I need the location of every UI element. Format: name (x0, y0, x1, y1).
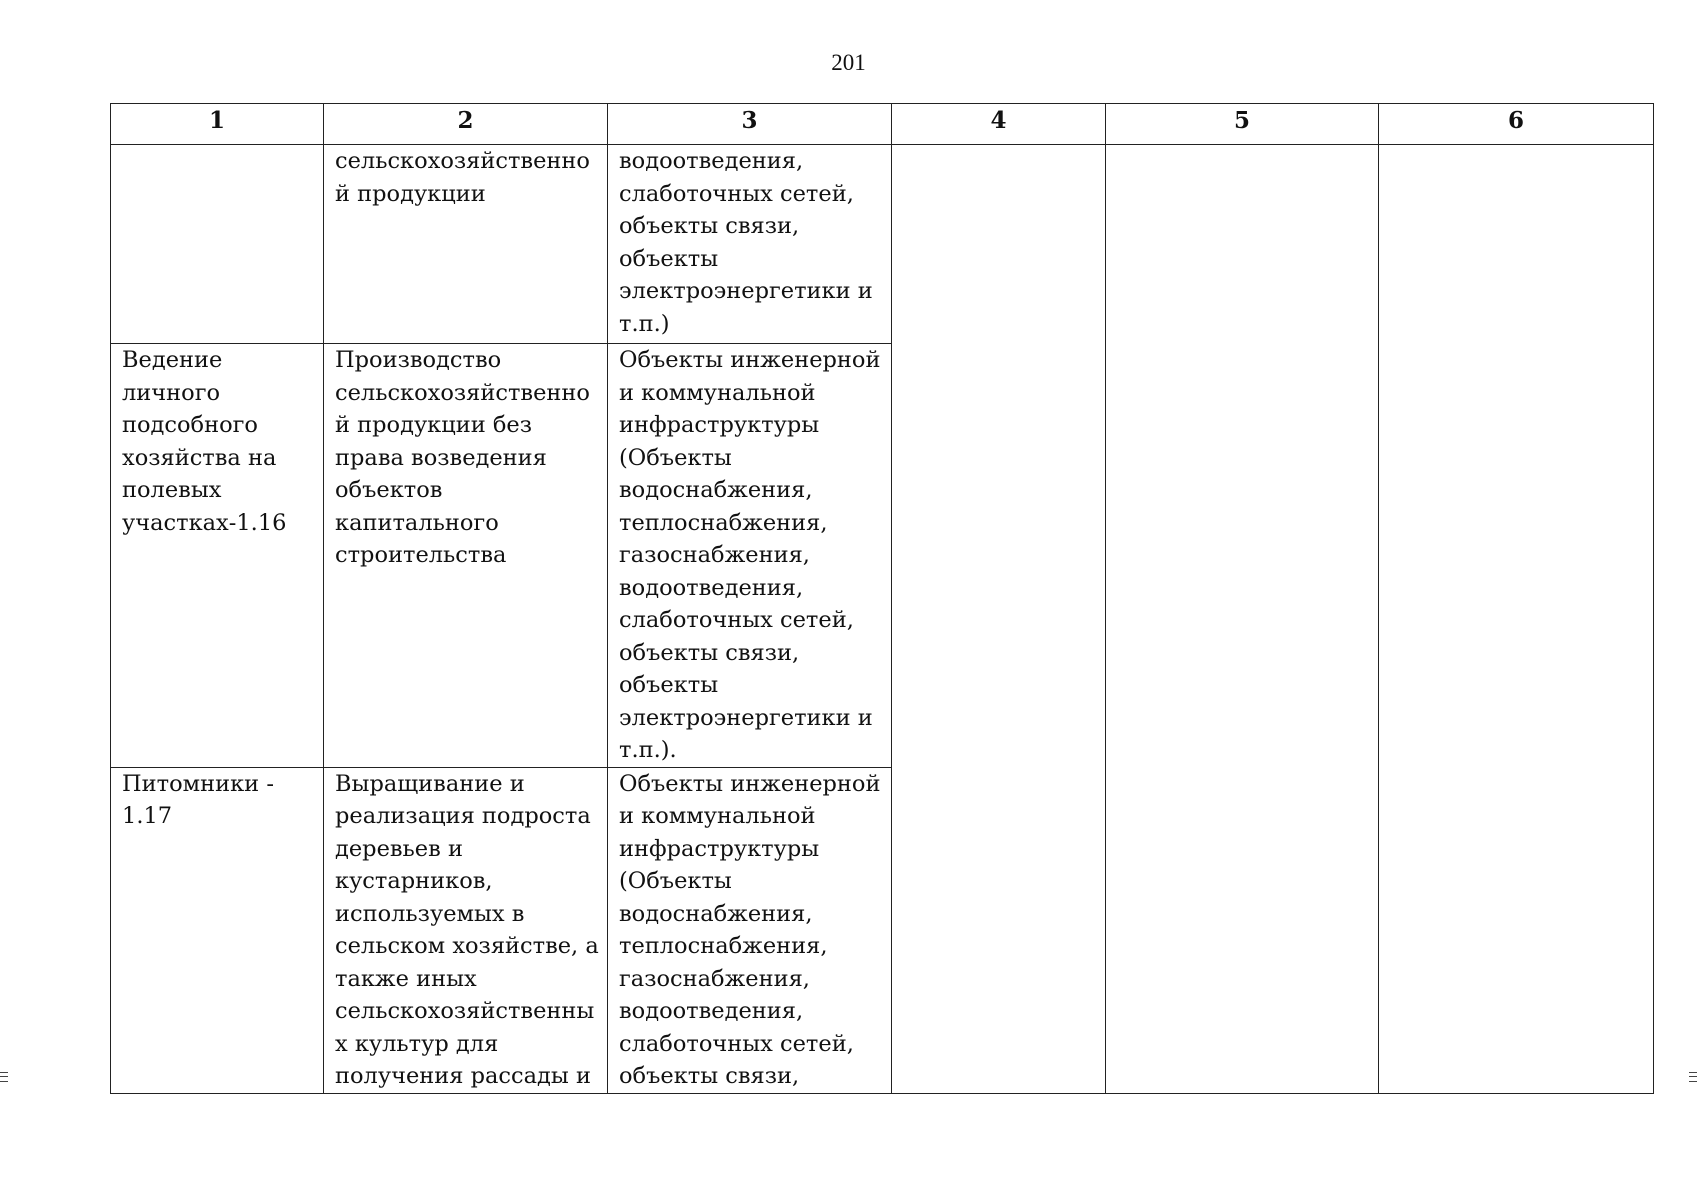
table-cell-infrastructure: Объекты инженерной и коммунальной инфраструктуры (Объекты водоснабжения, теплоснабжения, газоснабжения, водоотведения, слаботочных сетей, объекты связи, (608, 767, 892, 1093)
table-cell-infrastructure: Объекты инженерной и коммунальной инфраструктуры (Объекты водоснабжения, теплоснабжения, газоснабжения, водоотведения, слаботочных сетей, объекты связи, объекты электроэнергетики и т.п.). (608, 344, 892, 768)
column-header-2: 2 (324, 104, 608, 145)
table-cell-col5 (1106, 145, 1379, 1094)
document-table (110, 103, 1654, 1094)
table-row (111, 145, 1654, 344)
table-cell-use-type: Питомники - 1.17 (111, 767, 324, 1093)
column-header-1: 1 (111, 104, 324, 145)
column-header-3: 3 (608, 104, 892, 145)
table-header-row (111, 104, 1654, 145)
table-cell-use-type: Ведение личного подсобного хозяйства на полевых участках-1.16 (111, 344, 324, 768)
page-number: 201 (831, 50, 866, 75)
table-cell-col6 (1379, 145, 1654, 1094)
table-cell-use-type (111, 145, 324, 344)
left-margin-mark (0, 1072, 8, 1082)
table-cell-col4 (892, 145, 1106, 1094)
column-header-6: 6 (1379, 104, 1654, 145)
right-margin-mark (1689, 1072, 1697, 1082)
table-cell-infrastructure: водоотведения, слаботочных сетей, объекты связи, объекты электроэнергетики и т.п.) (608, 145, 892, 344)
table-cell-description: Выращивание и реализация подроста деревьев и кустарников, используемых в сельском хозяйстве, а также иных сельскохозяйственны х культур для получения рассады и (324, 767, 608, 1093)
column-header-4: 4 (892, 104, 1106, 145)
table-cell-description: сельскохозяйственно й продукции (324, 145, 608, 344)
column-header-5: 5 (1106, 104, 1379, 145)
table-cell-description: Производство сельскохозяйственно й продукции без права возведения объектов капитального строительства (324, 344, 608, 768)
